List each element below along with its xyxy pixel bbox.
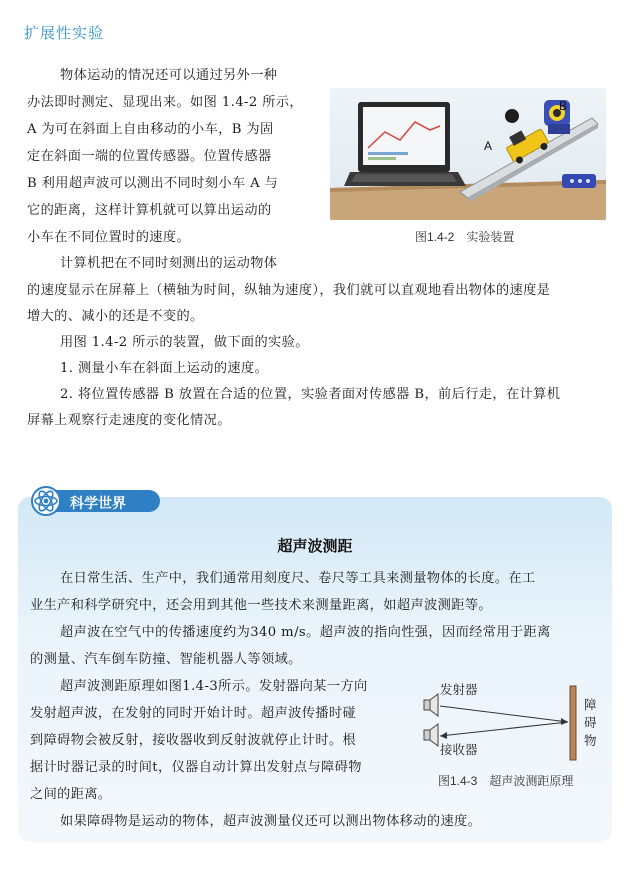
text-line: 如果障碍物是运动的物体，超声波测量仪还可以测出物体移动的速度。 xyxy=(60,814,482,829)
text-line: 据计时器记录的时间t，仪器自动计算出发射点与障碍物 xyxy=(30,760,362,775)
apparatus-illustration xyxy=(330,88,606,220)
text-line: 小车在不同位置时的速度。 xyxy=(27,230,191,245)
text-line: 超声波在空气中的传播速度约为340 m/s。超声波的指向性强，因而经常用于距离 xyxy=(60,625,551,640)
emitter-icon xyxy=(424,694,438,716)
panel-title: 超声波测距 xyxy=(277,537,353,555)
atom-icon xyxy=(32,487,60,515)
figure-caption: 图1.4-2 实验装置 xyxy=(415,230,515,244)
obstacle-label-char: 物 xyxy=(584,733,597,748)
text-line: 业生产和科学研究中，还会用到其他一些技术来测量距离，如超声波测距等。 xyxy=(30,598,492,613)
receiver-icon xyxy=(424,724,438,746)
text-line: 之间的距离。 xyxy=(30,787,112,802)
text-line: 定在斜面一端的位置传感器。位置传感器 xyxy=(27,149,272,164)
text-line: 1. 测量小车在斜面上运动的速度。 xyxy=(60,361,269,376)
receiver-label: 接收器 xyxy=(440,742,478,757)
experiment-apparatus-image xyxy=(330,88,606,220)
text-line: 屏幕上观察行走速度的变化情况。 xyxy=(27,413,231,428)
text-line: 增大的、减小的还是不变的。 xyxy=(27,309,204,324)
text-line: 计算机把在不同时刻测出的运动物体 xyxy=(60,256,278,271)
label-b: B xyxy=(559,99,568,113)
figure-caption-ranging: 图1.4-3 超声波测距原理 xyxy=(438,774,574,788)
text-line: 的测量、汽车倒车防撞、智能机器人等领域。 xyxy=(30,652,302,667)
text-line: 2. 将位置传感器 B 放置在合适的位置，实验者面对传感器 B，前后行走，在计算机 xyxy=(60,387,561,402)
text-line: 发射超声波，在发射的同时开始计时。超声波传播时碰 xyxy=(30,706,357,721)
text-line: 物体运动的情况还可以通过另外一种 xyxy=(60,68,278,83)
ranging-diagram xyxy=(418,676,610,768)
section-title: 扩展性实验 xyxy=(24,24,105,42)
text-line: 用图 1.4-2 所示的装置，做下面的实验。 xyxy=(60,335,309,350)
text-line: 超声波测距原理如图1.4-3所示。发射器向某一方向 xyxy=(60,679,368,694)
obstacle-label xyxy=(584,696,597,750)
panel-badge xyxy=(26,484,166,516)
obstacle-label-char: 碍 xyxy=(584,715,597,730)
text-line: 的速度显示在屏幕上（横轴为时间，纵轴为速度），我们就可以直观地看出物体的速度是 xyxy=(27,283,551,298)
text-line: 办法即时测定、显现出来。如图 1.4-2 所示， xyxy=(27,95,303,110)
text-line: 在日常生活、生产中，我们通常用刻度尺、卷尺等工具来测量物体的长度。在工 xyxy=(60,571,536,586)
obstacle-bar xyxy=(570,686,576,760)
text-line: 到障碍物会被反射，接收器收到反射波就停止计时。根 xyxy=(30,733,357,748)
text-line: B 利用超声波可以测出不同时刻小车 A 与 xyxy=(27,176,279,191)
text-line: 它的距离，这样计算机就可以算出运动的 xyxy=(27,203,272,218)
obstacle-label-char: 障 xyxy=(584,697,597,712)
text-line: A 为可在斜面上自由移动的小车，B 为固 xyxy=(27,122,274,137)
emitter-label: 发射器 xyxy=(440,682,478,697)
badge-label: 科学世界 xyxy=(70,496,126,512)
label-a: A xyxy=(484,139,493,153)
